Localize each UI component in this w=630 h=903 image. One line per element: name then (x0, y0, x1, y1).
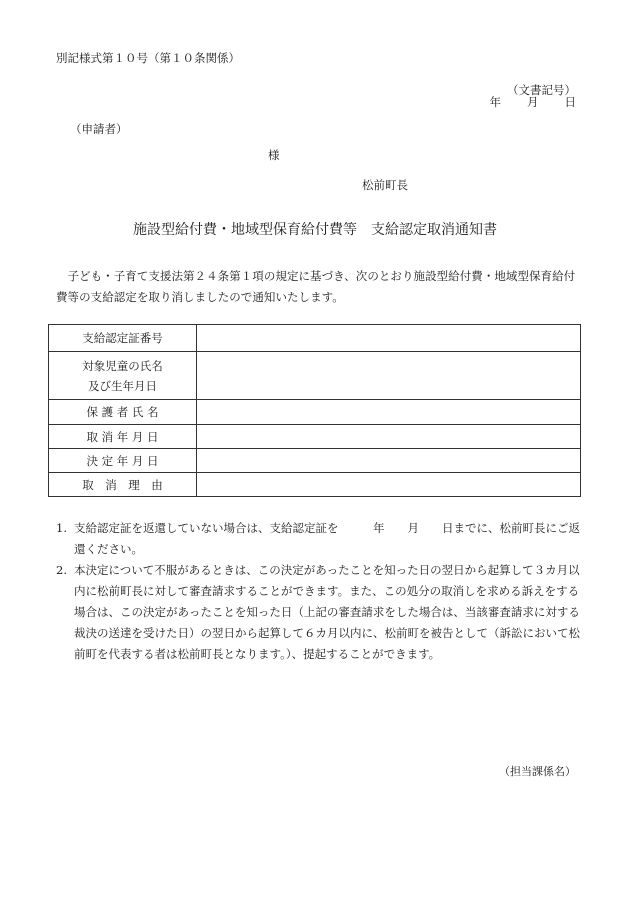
date-year-label: 年 (489, 95, 501, 109)
document-title: 施設型給付費・地域型保育給付費等 支給認定取消通知書 (133, 222, 497, 238)
note-number: 2. (56, 563, 67, 577)
notes-list (56, 518, 588, 665)
row-value-cancel-date (197, 425, 581, 449)
row-label-decision-date: 決 定 年 月 日 (49, 449, 197, 473)
row-label-child-name (49, 352, 197, 400)
form-number: 別記様式第１０号（第１０条関係） (56, 51, 240, 65)
row-label-child-name-line1: 対象児童の氏名 (82, 358, 163, 373)
applicant-label: （申請者） (70, 122, 128, 136)
note-text: 支給認定証を返還していない場合は、支給認定証を 年 月 日までに、松前町長にご返還ください。 (74, 521, 580, 556)
note-number: 1. (56, 521, 67, 535)
row-label-guardian-name: 保 護 者 氏 名 (49, 400, 197, 425)
table-row (49, 400, 581, 425)
note-item (56, 518, 588, 560)
contact-section: （担当課係名） (499, 765, 576, 778)
info-table (48, 324, 581, 497)
row-value-guardian-name (197, 400, 581, 425)
table-row (49, 352, 581, 400)
table-row (49, 425, 581, 449)
row-label-cancel-date: 取 消 年 月 日 (49, 425, 197, 449)
body-paragraph: 子ども・子育て支援法第２４条第１項の規定に基づき、次のとおり施設型給付費・地域型保育給付費等の支給認定を取り消しましたので通知いたします。 (56, 269, 576, 304)
date-day-label: 日 (564, 95, 576, 109)
table-row (49, 325, 581, 352)
issuer-name: 松前町長 (362, 178, 408, 192)
row-label-certificate-number: 支給認定証番号 (49, 325, 197, 352)
table-row (49, 449, 581, 473)
table-row (49, 473, 581, 497)
row-value-certificate-number (197, 325, 581, 352)
row-label-cancel-reason: 取 消 理 由 (49, 473, 197, 497)
note-text: 本決定について不服があるときは、この決定があったことを知った日の翌日から起算して３カ月以内に松前町長に対して審査請求することができます。また、この処分の取消しを求める訴えをする場合は、この決定があったことを知った日（上記の審査請求をした場合は、当該審査請求に対する裁決の送達を受けた日）の翌日から起算して６カ月以内に、松前町を被告として（訴訟において松前町を代表する者は松前町長となります。）、提起することができます。 (74, 563, 580, 661)
note-item (56, 560, 588, 665)
row-value-child-name (197, 352, 581, 400)
date-line (490, 94, 577, 110)
row-label-child-name-line2: 及び生年月日 (88, 378, 157, 393)
date-month-label: 月 (527, 95, 539, 109)
honorific: 様 (268, 148, 280, 162)
row-value-cancel-reason (197, 473, 581, 497)
document-reference: （文書記号） (507, 83, 576, 97)
row-value-decision-date (197, 449, 581, 473)
